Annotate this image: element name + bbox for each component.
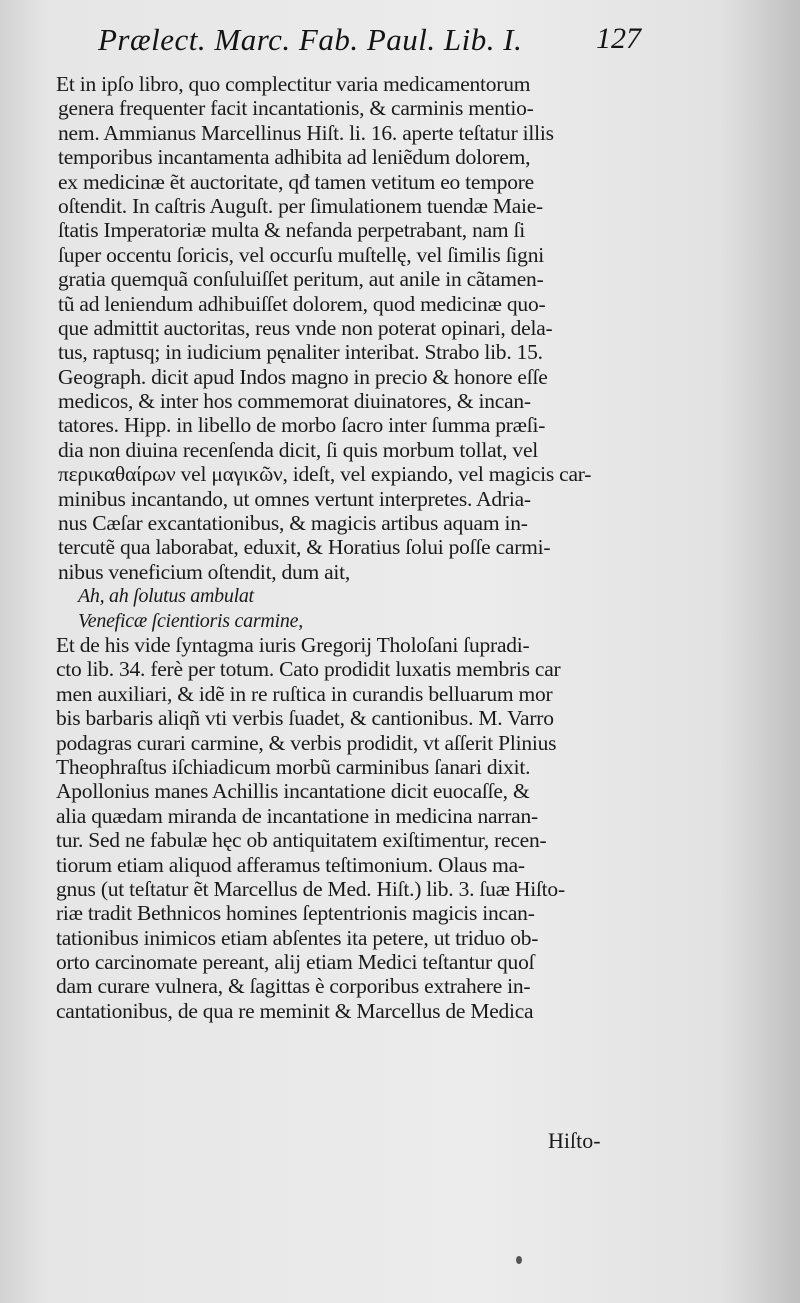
text-line: περικαθαίρων vel μαγικῶν, ideſt, vel expiando, vel magicis car- bbox=[58, 462, 592, 487]
text-line: tur. Sed ne fabulæ hęc ob antiquitatem exiſtimentur, recen- bbox=[56, 828, 547, 853]
text-line: nus Cæſar excantationibus, & magicis artibus aquam in- bbox=[58, 511, 528, 536]
text-line: Apollonius manes Achillis incantatione dicit euocaſſe, & bbox=[56, 779, 530, 804]
text-line: bis barbaris aliqñ vti verbis ſuadet, & cantionibus. M. Varro bbox=[56, 706, 554, 731]
text-line: ex medicinæ ẽt auctoritate, qđ tamen vetitum eo tempore bbox=[58, 169, 534, 194]
text-line: tercutẽ qua laborabat, eduxit, & Horatius ſolui poſſe carmi- bbox=[58, 535, 551, 560]
text-line: dam curare vulnera, & ſagittas è corporibus extrahere in- bbox=[56, 974, 531, 999]
text-line: cto lib. 34. ferè per totum. Cato prodidit luxatis membris car bbox=[56, 657, 561, 682]
verse-line: Veneficæ ſcientioris carmine, bbox=[78, 609, 303, 632]
text-line: temporibus incantamenta adhibita ad leniẽdum dolorem, bbox=[58, 145, 531, 170]
text-line: orto carcinomate pereant, alij etiam Medici teſtantur quoſ bbox=[56, 950, 535, 975]
text-line: minibus incantando, ut omnes vertunt interpretes. Adria- bbox=[58, 486, 531, 511]
text-line: oſtendit. In caſtris Auguſt. per ſimulationem tuendæ Maie- bbox=[58, 193, 543, 218]
page-header bbox=[98, 22, 658, 62]
text-line: Theophraſtus iſchiadicum morbũ carminibus ſanari dixit. bbox=[56, 754, 531, 779]
text-line: riæ tradit Bethnicos homines ſeptentrionis magicis incan- bbox=[56, 901, 535, 926]
text-line: Et de his vide ſyntagma iuris Gregorij Tholoſani ſupradi- bbox=[56, 632, 530, 657]
text-line: nem. Ammianus Marcellinus Hiſt. li. 16. aperte teſtatur illis bbox=[58, 120, 554, 145]
text-line: tiorum etiam aliquod afferamus teſtimonium. Olaus ma- bbox=[56, 852, 525, 877]
text-line: podagras curari carmine, & verbis prodidit, vt aſſerit Plinius bbox=[56, 730, 557, 755]
ink-spot bbox=[516, 1256, 522, 1264]
text-line: cantationibus, de qua re meminit & Marcellus de Medica bbox=[56, 998, 534, 1023]
text-line: dia non diuina recenſenda dicit, ſi quis morbum tollat, vel bbox=[58, 437, 538, 462]
body-text bbox=[56, 72, 656, 1023]
text-line: genera frequenter facit incantationis, & carminis mentio- bbox=[58, 96, 534, 121]
text-line: Geograph. dicit apud Indos magno in precio & honore eſſe bbox=[58, 364, 548, 389]
text-line: que admittit auctoritas, reus vnde non poterat opinari, dela- bbox=[58, 315, 553, 340]
text-line: alia quædam miranda de incantatione in medicina narran- bbox=[56, 803, 538, 828]
text-line: gratia quemquã conſuluiſſet peritum, aut anile in cãtamen- bbox=[58, 267, 544, 292]
text-line: nibus veneficium oſtendit, dum ait, bbox=[58, 559, 350, 584]
page-number: 127 bbox=[596, 22, 641, 55]
text-line: ſuper occentu ſoricis, vel occurſu muſtellę, vel ſimilis ſigni bbox=[58, 242, 544, 267]
text-line: ſtatis Imperatoriæ multa & nefanda perpetrabant, nam ſi bbox=[58, 218, 526, 243]
verse-line: Ah, ah ſolutus ambulat bbox=[78, 585, 254, 608]
text-line: Et in ipſo libro, quo complectitur varia medicamentorum bbox=[56, 72, 531, 96]
text-line: men auxiliari, & idẽ in re ruſtica in curandis belluarum mor bbox=[56, 681, 553, 706]
text-line: tatores. Hipp. in libello de morbo ſacro inter ſumma præſi- bbox=[58, 413, 546, 438]
running-head: Prælect. Marc. Fab. Paul. Lib. I. bbox=[98, 22, 523, 57]
text-line: tũ ad leniendum adhibuiſſet dolorem, quod medicinæ quo- bbox=[58, 291, 546, 316]
catchword: Hiſto- bbox=[548, 1128, 601, 1153]
text-line: gnus (ut teſtatur ẽt Marcellus de Med. Hiſt.) lib. 3. ſuæ Hiſto- bbox=[56, 876, 565, 901]
text-line: tus, raptusq; in iudicium pęnaliter interibat. Strabo lib. 15. bbox=[58, 340, 543, 365]
text-line: tationibus inimicos etiam abſentes ita petere, ut triduo ob- bbox=[56, 925, 539, 950]
text-line: medicos, & inter hos commemorat diuinatores, & incan- bbox=[58, 389, 531, 414]
